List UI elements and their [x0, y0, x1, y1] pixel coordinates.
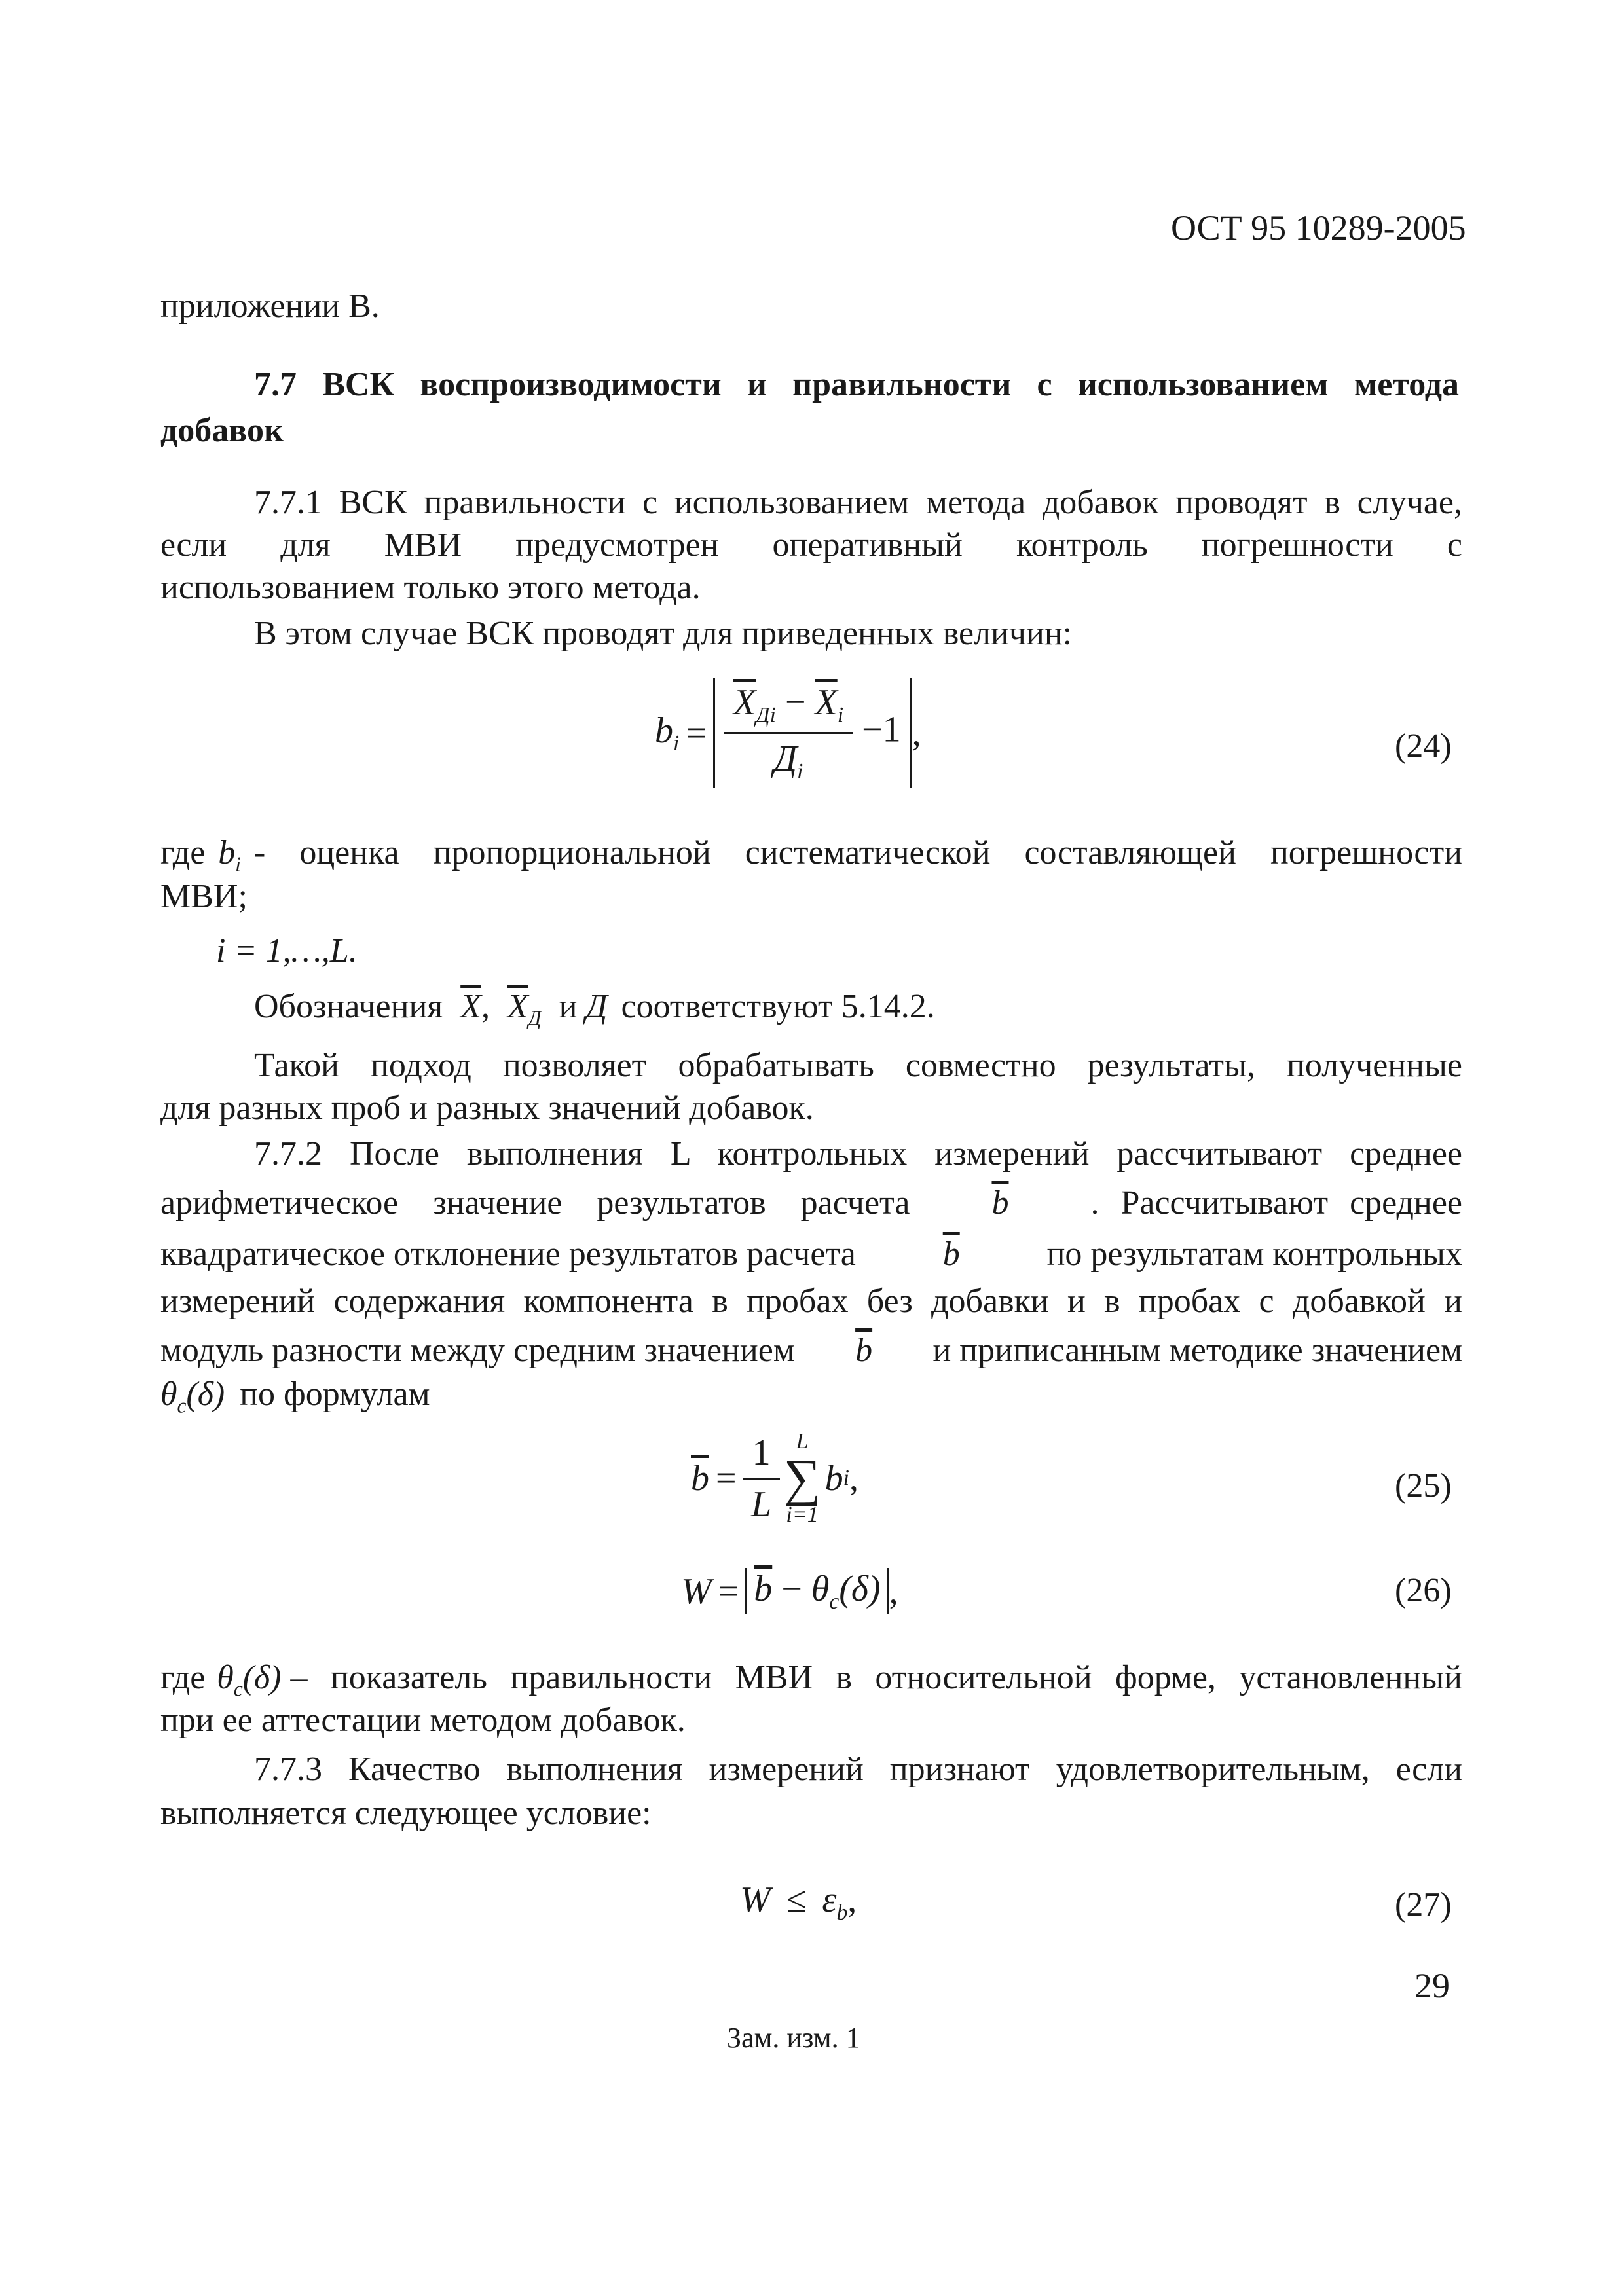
eq24-number: (24) [1395, 727, 1452, 765]
approach-line2: для разных проб и разных значений добавок. [160, 1089, 814, 1127]
intro-line: приложении В. [160, 287, 380, 325]
eq24-lhs: $b_i$ [655, 710, 680, 756]
p771-line3: использованием только этого метода. [160, 569, 701, 606]
p773-line1: 7.7.3 Качество выполнения измерений признают удовлетворительным, если [254, 1751, 1462, 1788]
eq25-number: (25) [1395, 1467, 1452, 1504]
doc-code: ОСТ 95 10289-2005 [1171, 208, 1466, 247]
eq24-abs: $\frac{\overline{X}_{Дi} - \overline{X}_i}{Д_i}$ −1 [713, 678, 912, 788]
eq26-number: (26) [1395, 1572, 1452, 1609]
p773-line2: выполняется следующее условие: [160, 1795, 652, 1832]
p771-line2: если для МВИ предусмотрен оперативный контроль погрешности с [160, 526, 1462, 564]
p772-line2: арифметическое значение результатов расчета $\overline{b}$ . Рассчитывают среднее [160, 1184, 1462, 1222]
p772-line6: $\theta_c(\delta)$ по формулам [160, 1376, 430, 1417]
where-theta-line2: при ее аттестации методом добавок. [160, 1702, 686, 1739]
p771-line1: 7.7.1 ВСК правильности с использованием метода добавок проводят в случае, [254, 484, 1462, 521]
notation-line: Обозначения $\overline{X}$, $\overline{X}_Д$ и Д соответствуют 5.14.2. [254, 988, 935, 1030]
page-number: 29 [1414, 1966, 1450, 2005]
index-range: i = 1,…,L. [216, 932, 358, 970]
equation-24: $b_i$ = $\frac{\overline{X}_{Дi} - \overline{X}_i}{Д_i}$ −1 , [655, 678, 921, 788]
equation-26: W = $\overline{b} - \theta_c(\delta)$ , [681, 1569, 898, 1614]
where-theta-line1: где $\theta_c(\delta)$ – показатель правильности МВИ в относительной форме, установленный [160, 1659, 1462, 1701]
change-note: Зам. изм. 1 [727, 2022, 860, 2054]
section-title: 7.7 ВСК воспроизводимости и правильности с использованием метода [254, 366, 1459, 403]
eq27-number: (27) [1395, 1886, 1452, 1923]
p772-line3: квадратическое отклонение результатов расчета $\overline{b}$ по результатам контрольных [160, 1235, 1462, 1273]
section-title-cont: добавок [160, 412, 284, 449]
p772-line4: измерений содержания компонента в пробах без добавки и в пробах с добавкой и [160, 1283, 1462, 1320]
where-b-line2: МВИ; [160, 878, 248, 915]
p772-line5: модуль разности между средним значением $\overline{b}$ и приписанным методике значением [160, 1332, 1462, 1369]
equation-27: $W \le \varepsilon_b$, [740, 1880, 857, 1925]
p772-line1: 7.7.2 После выполнения L контрольных измерений рассчитывают среднее [254, 1135, 1462, 1173]
p-case: В этом случае ВСК проводят для приведенных величин: [254, 615, 1073, 652]
where-b-line1: где $b_i$ - оценка пропорциональной систематической составляющей погрешности [160, 834, 1462, 876]
equation-25: $\overline{b}$ = $\frac{1}{L}$ L ∑ i=1 b i , [691, 1429, 858, 1527]
approach-line1: Такой подход позволяет обрабатывать совместно результаты, полученные [254, 1047, 1462, 1084]
